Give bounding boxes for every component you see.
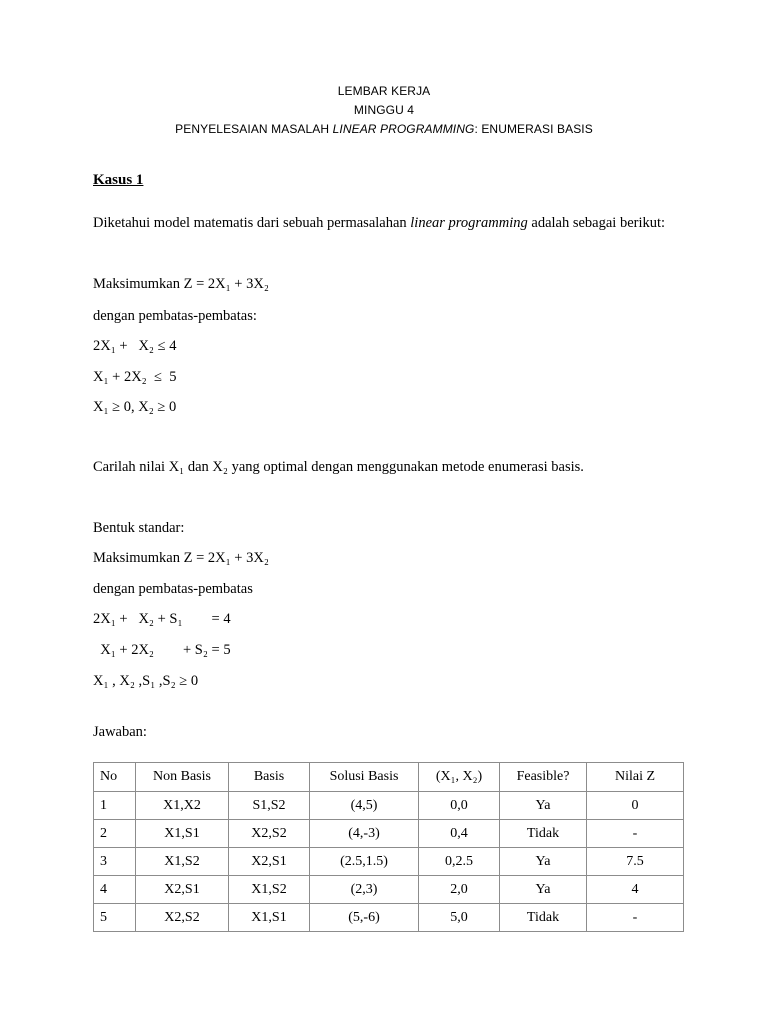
intro-emphasis: linear programming	[410, 215, 528, 231]
cell-no: 2	[94, 820, 136, 848]
constraint-2: X₁ + 2X₂ ≤ 5	[93, 369, 177, 385]
cell-basis: X1,S2	[229, 876, 310, 904]
intro-pre: Diketahui model matematis dari sebuah permasalahan	[93, 215, 411, 231]
intro-paragraph	[93, 212, 675, 234]
nonnegativity: X₁ ≥ 0, X₂ ≥ 0	[93, 399, 177, 415]
doc-subtitle	[0, 122, 768, 136]
cell-feasible: Tidak	[500, 820, 587, 848]
cell-x1-x2: 0,4	[419, 820, 500, 848]
header-non-basis: Non Basis	[136, 763, 229, 792]
standard-constraints-label: dengan pembatas-pembatas	[93, 581, 253, 597]
intro-post: adalah sebagai berikut:	[527, 215, 666, 231]
table-header-row	[94, 763, 684, 792]
cell-z-value: -	[587, 820, 684, 848]
cell-no: 5	[94, 904, 136, 932]
cell-x1-x2: 2,0	[419, 876, 500, 904]
standard-constraint-2: X₁ + 2X₂ + S₂ = 5	[93, 642, 231, 658]
cell-x1-x2: 0,2.5	[419, 848, 500, 876]
cell-feasible: Ya	[500, 848, 587, 876]
table-row	[94, 848, 684, 876]
table-row	[94, 876, 684, 904]
cell-feasible: Ya	[500, 792, 587, 820]
cell-no: 3	[94, 848, 136, 876]
objective-function: Maksimumkan Z = 2X₁ + 3X₂	[93, 276, 269, 292]
cell-non-basis: X1,S2	[136, 848, 229, 876]
cell-basis: S1,S2	[229, 792, 310, 820]
constraints-label: dengan pembatas-pembatas:	[93, 308, 257, 324]
cell-basic-solution: (4,5)	[310, 792, 419, 820]
section-heading: Kasus 1	[93, 172, 144, 188]
answer-label: Jawaban:	[93, 724, 147, 740]
standard-objective: Maksimumkan Z = 2X₁ + 3X₂	[93, 550, 269, 566]
subtitle-post: : ENUMERASI BASIS	[474, 122, 593, 136]
cell-basic-solution: (2.5,1.5)	[310, 848, 419, 876]
cell-no: 1	[94, 792, 136, 820]
doc-week: MINGGU 4	[353, 103, 415, 117]
table-row	[94, 904, 684, 932]
subtitle-pre: PENYELESAIAN MASALAH	[175, 122, 333, 136]
cell-basic-solution: (5,-6)	[310, 904, 419, 932]
enumeration-table	[93, 762, 684, 932]
cell-basic-solution: (2,3)	[310, 876, 419, 904]
question-text: Carilah nilai X₁ dan X₂ yang optimal dengan menggunakan metode enumerasi basis.	[93, 459, 584, 475]
cell-non-basis: X1,S1	[136, 820, 229, 848]
standard-nonnegativity: X₁ , X₂ ,S₁ ,S₂ ≥ 0	[93, 673, 199, 689]
subtitle-emphasis: LINEAR PROGRAMMING	[332, 122, 475, 136]
header-no: No	[94, 763, 136, 792]
constraint-1: 2X₁ + X₂ ≤ 4	[93, 338, 177, 354]
cell-basis: X2,S2	[229, 820, 310, 848]
header-basic-solution: Solusi Basis	[310, 763, 419, 792]
cell-non-basis: X2,S2	[136, 904, 229, 932]
cell-x1-x2: 0,0	[419, 792, 500, 820]
cell-no: 4	[94, 876, 136, 904]
header-z-value: Nilai Z	[587, 763, 684, 792]
cell-basic-solution: (4,-3)	[310, 820, 419, 848]
table-row	[94, 792, 684, 820]
cell-z-value: 0	[587, 792, 684, 820]
cell-z-value: 7.5	[587, 848, 684, 876]
cell-z-value: -	[587, 904, 684, 932]
standard-constraint-1: 2X₁ + X₂ + S₁ = 4	[93, 611, 231, 627]
standard-form-label: Bentuk standar:	[93, 520, 185, 536]
cell-basis: X2,S1	[229, 848, 310, 876]
cell-basis: X1,S1	[229, 904, 310, 932]
cell-non-basis: X1,X2	[136, 792, 229, 820]
cell-z-value: 4	[587, 876, 684, 904]
doc-title: LEMBAR KERJA	[337, 84, 431, 98]
header-x1-x2: (X₁, X₂)	[419, 763, 500, 792]
cell-x1-x2: 5,0	[419, 904, 500, 932]
cell-feasible: Ya	[500, 876, 587, 904]
header-feasible: Feasible?	[500, 763, 587, 792]
cell-feasible: Tidak	[500, 904, 587, 932]
table-row	[94, 820, 684, 848]
cell-non-basis: X2,S1	[136, 876, 229, 904]
header-basis: Basis	[229, 763, 310, 792]
